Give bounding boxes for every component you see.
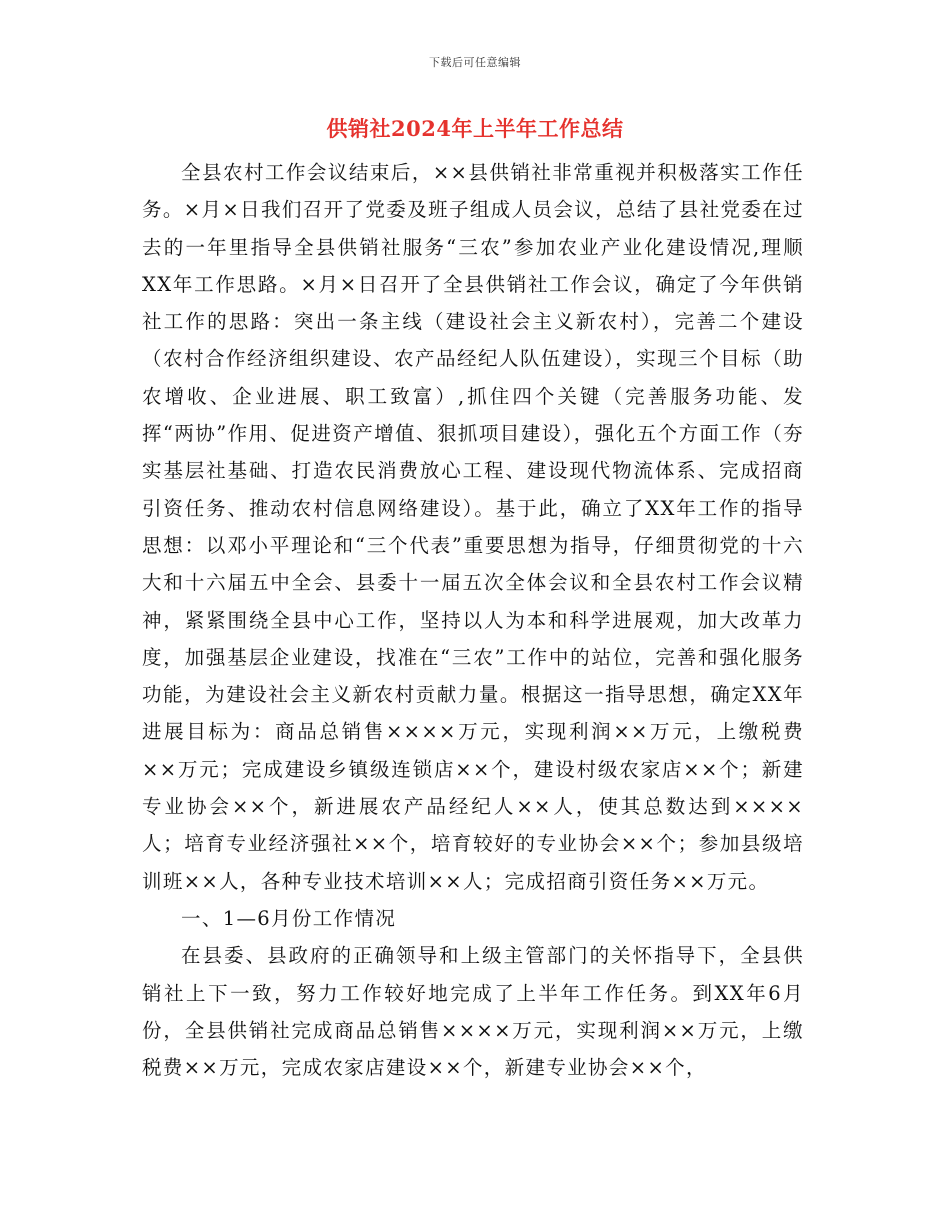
- document-title: 供销社2024年上半年工作总结: [326, 116, 624, 141]
- page-header-note: 下载后可任意编辑: [429, 56, 521, 69]
- document-body: [142, 154, 804, 1086]
- paragraph-progress: 在县委、县政府的正确领导和上级主管部门的关怀指导下，全县供销社上下一致，努力工作较好地完成了上半年工作任务。到XX年6月份，全县供销社完成商品总销售××××万元，实现利润××万元，上缴税费××万元，完成农家店建设××个，新建专业协会××个，: [142, 944, 804, 1080]
- paragraph-intro: 全县农村工作会议结束后，××县供销社非常重视并积极落实工作任务。×月×日我们召开了党委及班子组成人员会议，总结了县社党委在过去的一年里指导全县供销社服务“三农”参加农业产业化建设情况,理顺XX年工作思路。×月×日召开了全县供销社工作会议，确定了今年供销社工作的思路：突出一条主线（建设社会主义新农村），完善二个建设（农村合作经济组织建设、农产品经纪人队伍建设），实现三个目标（助农增收、企业进展、职工致富）,抓住四个关键（完善服务功能、发挥“两协”作用、促进资产增值、狠抓项目建设），强化五个方面工作（夯实基层社基础、打造农民消费放心工程、建设现代物流体系、完成招商引资任务、推动农村信息网络建设）。基于此，确立了XX年工作的指导思想：以邓小平理论和“三个代表”重要思想为指导，仔细贯彻党的十六大和十六届五中全会、县委十一届五次全体会议和全县农村工作会议精神，紧紧围绕全县中心工作，坚持以人为本和科学进展观，加大改革力度，加强基层企业建设，找准在“三农”工作中的站位，完善和强化服务功能，为建设社会主义新农村贡献力量。根据这一指导思想，确定XX年进展目标为：商品总销售××××万元，实现利润××万元，上缴税费××万元；完成建设乡镇级连锁店××个，建设村级农家店××个；新建专业协会××个，新进展农产品经纪人××人，使其总数达到××××人；培育专业经济强社××个，培育较好的专业协会××个；参加县级培训班××人，各种专业技术培训××人；完成招商引资任务××万元。: [142, 161, 804, 893]
- section-heading: 一、1—6月份工作情况: [181, 906, 397, 930]
